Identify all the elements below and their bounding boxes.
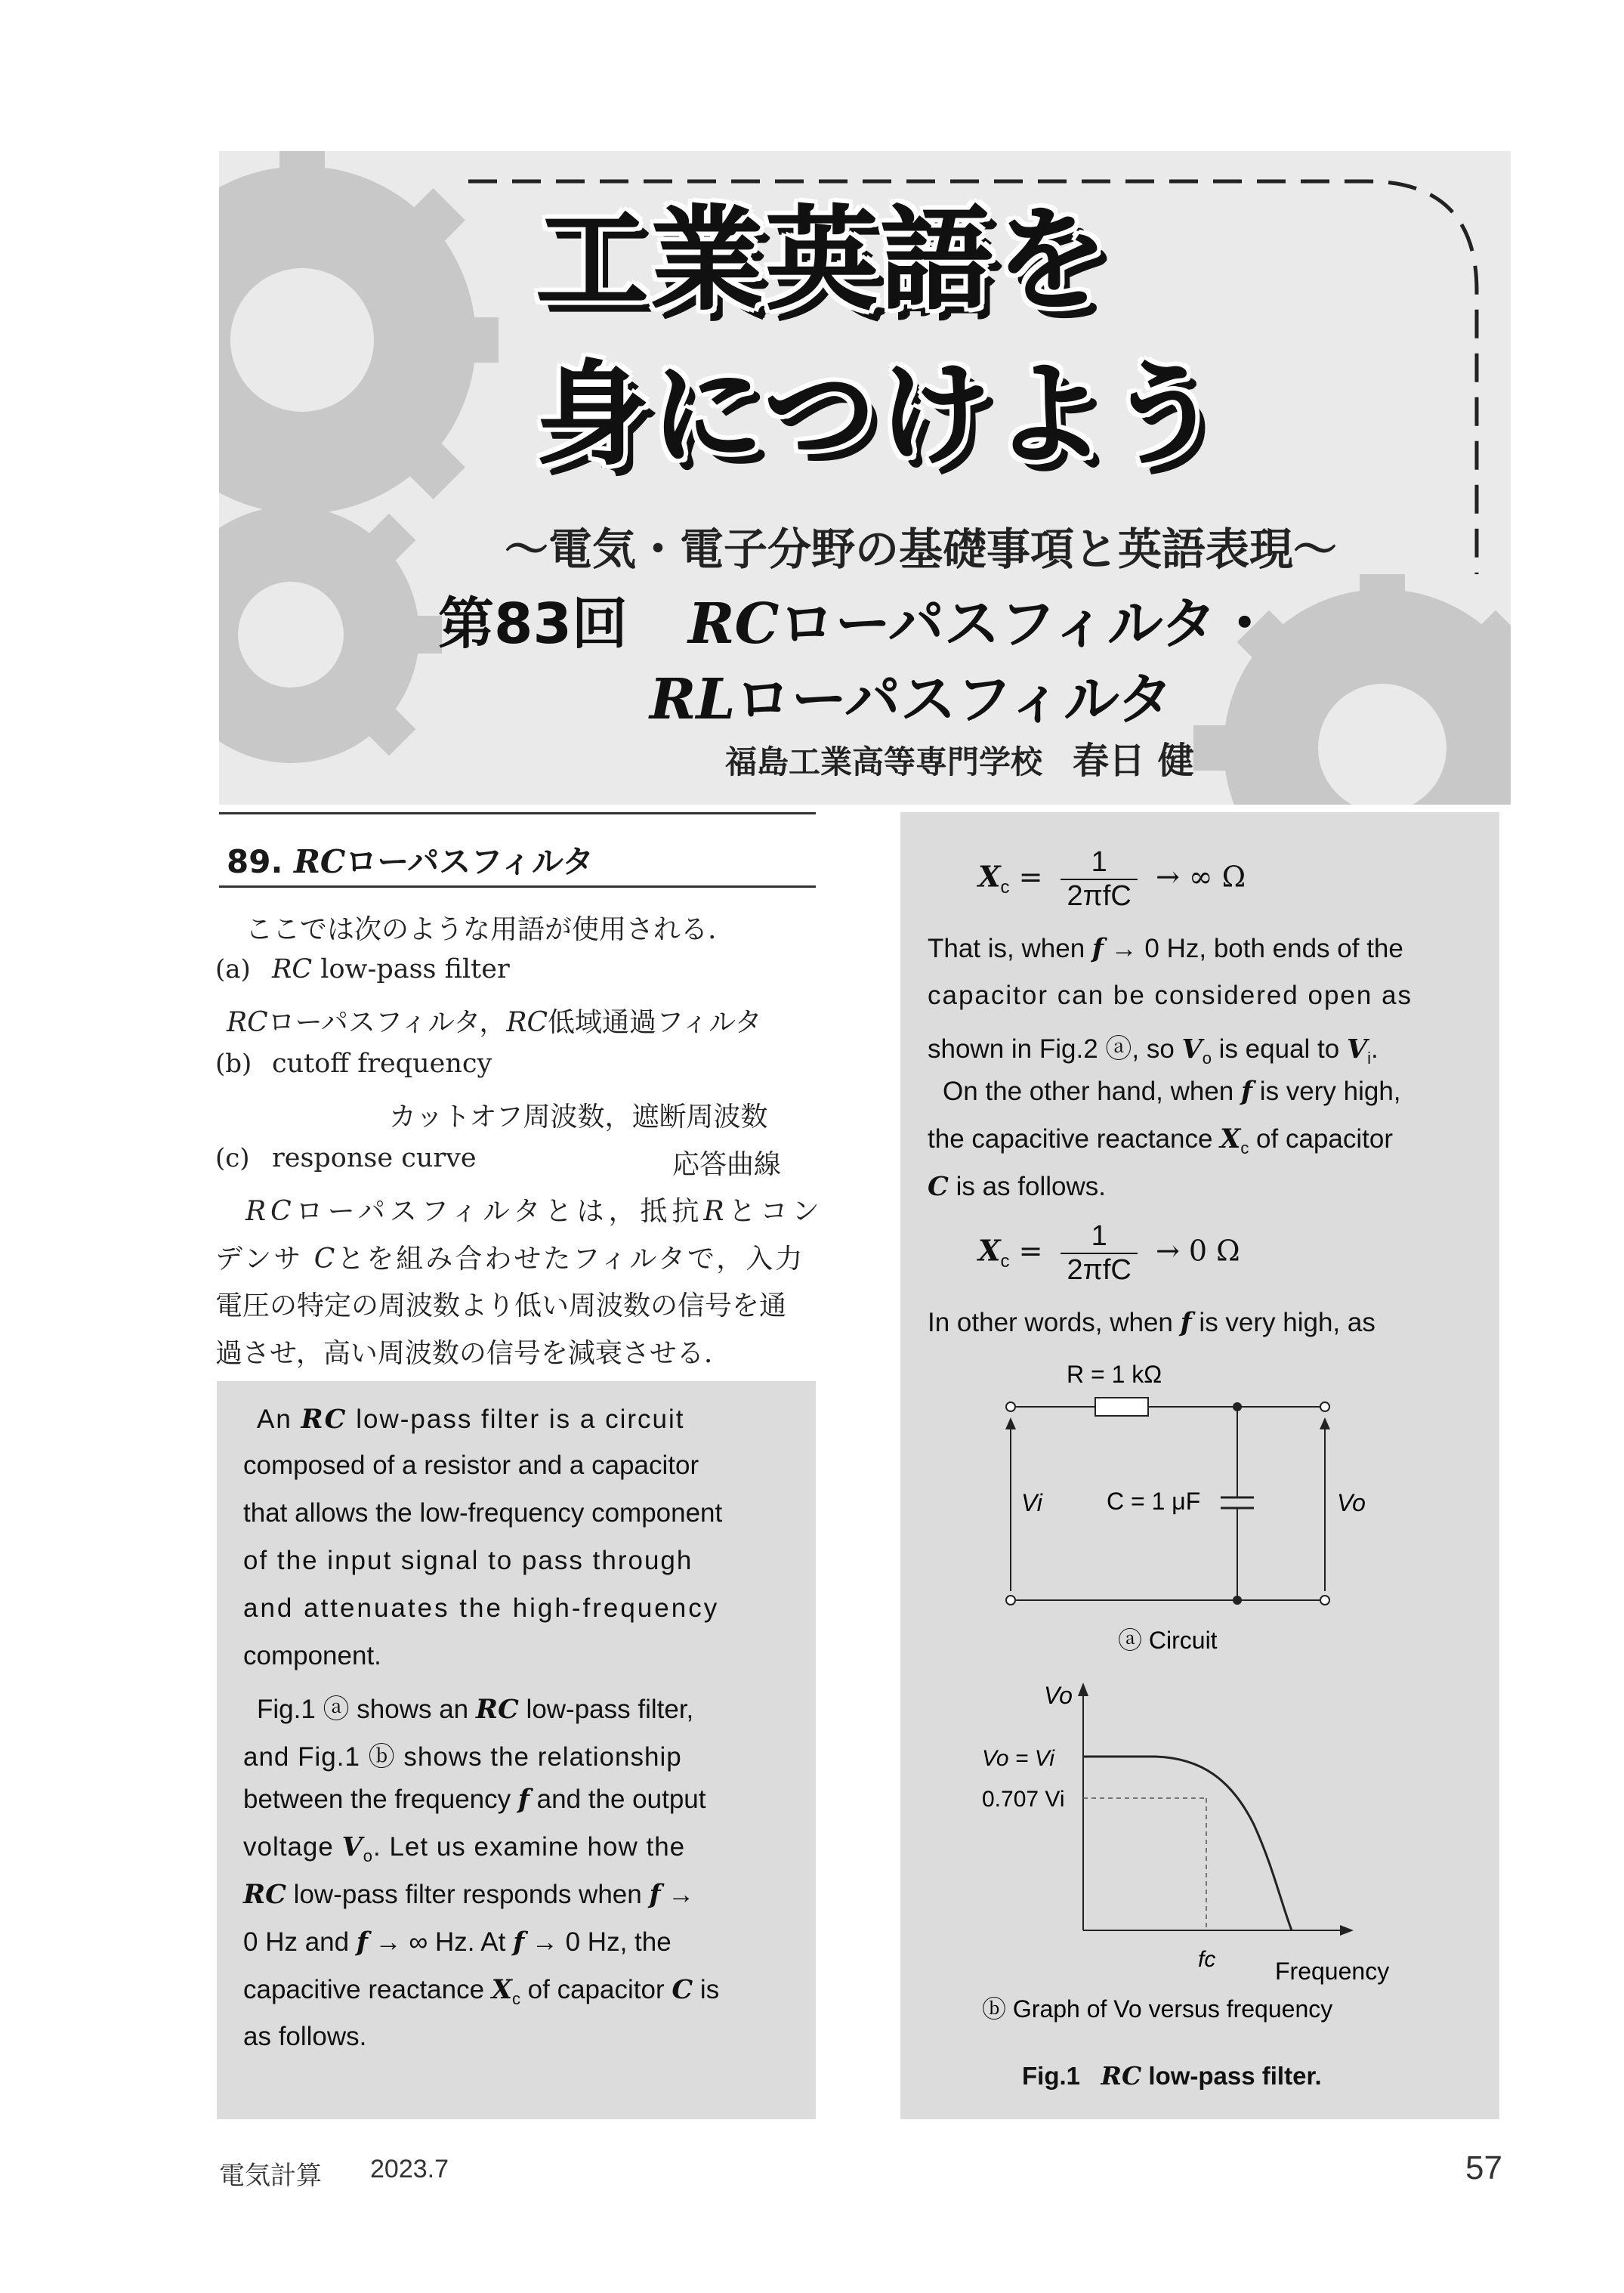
section-title: ローパスフィルタ bbox=[345, 843, 594, 880]
vi-arrow-icon bbox=[1005, 1417, 1016, 1429]
issue-title-rc: ローパスフィルタ・ bbox=[779, 592, 1273, 657]
jp-var-rc: RC bbox=[245, 1196, 296, 1227]
y-axis-label: Vo bbox=[1044, 1682, 1073, 1709]
y-axis-arrow-icon bbox=[1078, 1683, 1088, 1696]
term-a-label: (a) bbox=[215, 954, 251, 984]
rb-line-7: In other words, when f is very high, as bbox=[928, 1307, 1375, 1338]
capacitor-label: C = 1 μF bbox=[1107, 1488, 1201, 1515]
issue-date: 2023.7 bbox=[370, 2155, 449, 2183]
term-a-var: RC bbox=[272, 954, 313, 984]
rb-line-2: capacitor can be considered open as bbox=[928, 981, 1413, 1010]
response-curve bbox=[1083, 1757, 1292, 1930]
jp-l2b: とを組み合わせたフィルタで，入力 bbox=[337, 1244, 805, 1275]
rb-line-6: C is as follows. bbox=[928, 1171, 1106, 1202]
jp-l1a: ローパスフィルタとは，抵抗 bbox=[295, 1196, 704, 1227]
term-a-jmid: ローパスフィルタ， bbox=[267, 1007, 507, 1038]
figure-caption bbox=[1022, 2061, 1322, 2091]
issue-title-line-2 bbox=[650, 655, 1173, 735]
affiliation: 福島工業高等専門学校 bbox=[725, 743, 1043, 780]
x-axis-label: Frequency bbox=[1275, 1958, 1390, 1985]
fig-text: low-pass filter. bbox=[1141, 2062, 1322, 2090]
lb-line-11: RC low-pass filter responds when f → bbox=[243, 1879, 695, 1910]
term-a-japanese bbox=[227, 1001, 762, 1040]
circuit-caption: ⓐ Circuit bbox=[1118, 1627, 1218, 1654]
title-line-2: 身につけよう bbox=[536, 350, 1224, 480]
term-c-japanese: 応答曲線 bbox=[672, 1149, 782, 1180]
vi-label: Vi bbox=[1021, 1489, 1042, 1516]
jp-para-line-1 bbox=[245, 1190, 824, 1228]
lb-line-8: and Fig.1 ⓑ shows the relationship bbox=[243, 1742, 682, 1772]
term-b-label: (b) bbox=[215, 1049, 252, 1079]
circuit-diagram bbox=[982, 1352, 1375, 1662]
jp-para-line-2 bbox=[215, 1238, 804, 1276]
term-a-text: low-pass filter bbox=[312, 954, 510, 984]
term-a-english bbox=[272, 954, 510, 984]
jp-para-line-4: 過させ，高い周波数の信号を減衰させる. bbox=[215, 1338, 713, 1369]
fig-var: RC bbox=[1101, 2061, 1142, 2091]
equation-1: $X_c$ = $\frac{1}{\text{2πfC}}$ → ∞ Ω bbox=[978, 846, 1246, 912]
term-b-japanese: カットオフ周波数，遮断周波数 bbox=[389, 1102, 768, 1133]
level-vo-eq-vi: Vo = Vi bbox=[982, 1746, 1054, 1771]
fig-number: Fig.1 bbox=[1022, 2062, 1081, 2090]
vo-arrow-icon bbox=[1320, 1417, 1330, 1429]
lb-line-13: capacitive reactance $X_c$ of capacitor C is bbox=[243, 1974, 720, 2008]
lb-line-9: between the frequency f and the output bbox=[243, 1784, 706, 1815]
term-b-english: cutoff frequency bbox=[272, 1049, 492, 1079]
rb-line-5: the capacitive reactance $X_c$ of capacitor bbox=[928, 1123, 1393, 1157]
section-number: 89. bbox=[227, 843, 283, 880]
section-var: RC bbox=[294, 843, 346, 880]
issue-var-rc: RC bbox=[687, 592, 780, 657]
lb-line-14: as follows. bbox=[243, 2022, 367, 2051]
page-number: 57 bbox=[1465, 2149, 1502, 2186]
lb-line-3: that allows the low-frequency component bbox=[243, 1498, 723, 1528]
resistor-label: R = 1 kΩ bbox=[1067, 1361, 1162, 1388]
x-axis-arrow-icon bbox=[1340, 1925, 1354, 1936]
rb-line-4: On the other hand, when f is very high, bbox=[943, 1076, 1401, 1107]
title-line-1: 工業英語を bbox=[536, 195, 1110, 325]
term-a-jvar2: RC bbox=[506, 1007, 548, 1038]
lb-line-1: An RC low-pass filter is a circuit bbox=[257, 1404, 685, 1435]
rb-line-1: That is, when f → 0 Hz, both ends of the bbox=[928, 933, 1403, 964]
issue-title-rl: ローパスフィルタ bbox=[735, 667, 1173, 732]
jp-intro: ここでは次のような用語が使用される. bbox=[245, 914, 717, 945]
title-banner bbox=[219, 151, 1511, 805]
term-a-jvar1: RC bbox=[227, 1007, 268, 1038]
rb-line-3: shown in Fig.2 ⓐ, so $V_o$ is equal to $V_i$. bbox=[928, 1034, 1379, 1068]
issue-var-rl: RL bbox=[650, 667, 736, 732]
term-c-english: response curve bbox=[272, 1143, 477, 1173]
lb-line-12: 0 Hz and f → ∞ Hz. At f → 0 Hz, the bbox=[243, 1927, 672, 1958]
jp-para-line-3: 電圧の特定の周波数より低い周波数の信号を通 bbox=[215, 1290, 787, 1321]
term-a-jend: 低域通過フィルタ bbox=[548, 1007, 762, 1038]
equation-2: $X_c$ = $\frac{1}{\text{2πfC}}$ → 0 Ω bbox=[978, 1220, 1240, 1286]
lb-line-4: of the input signal to pass through bbox=[243, 1546, 693, 1575]
lb-line-6: component. bbox=[243, 1641, 381, 1670]
level-0707: 0.707 Vi bbox=[982, 1787, 1065, 1812]
magazine-name: 電気計算 bbox=[219, 2161, 322, 2191]
author-name: 春日 健 bbox=[1073, 740, 1194, 782]
jp-var-c: C bbox=[313, 1244, 338, 1275]
section-bottom-rule bbox=[219, 885, 816, 888]
graph-caption: ⓑ Graph of Vo versus frequency bbox=[982, 1995, 1333, 2023]
fc-label: fc bbox=[1198, 1947, 1216, 1972]
jp-var-r: R bbox=[703, 1196, 729, 1227]
jp-l1b: とコン bbox=[728, 1196, 824, 1227]
subtitle: ～電気・電子分野の基礎事項と英語表現～ bbox=[505, 524, 1338, 575]
lb-line-5: and attenuates the high-frequency bbox=[243, 1593, 720, 1623]
lb-line-2: composed of a resistor and a capacitor bbox=[243, 1451, 699, 1480]
issue-number: 第83回 bbox=[438, 592, 628, 657]
jp-l2a: デンサ bbox=[215, 1244, 304, 1275]
author-line bbox=[725, 731, 1194, 783]
lb-line-7: Fig.1 ⓐ shows an RC low-pass filter, bbox=[257, 1694, 694, 1725]
issue-title-line-1 bbox=[438, 579, 1273, 660]
term-c-label: (c) bbox=[215, 1143, 250, 1173]
vo-label: Vo bbox=[1337, 1489, 1366, 1516]
section-heading bbox=[227, 837, 594, 882]
frequency-response-graph bbox=[974, 1673, 1413, 2029]
lb-line-10: voltage $V_o$. Let us examine how the bbox=[243, 1831, 686, 1865]
section-top-rule bbox=[219, 812, 816, 814]
resistor-symbol-icon bbox=[1095, 1398, 1148, 1416]
